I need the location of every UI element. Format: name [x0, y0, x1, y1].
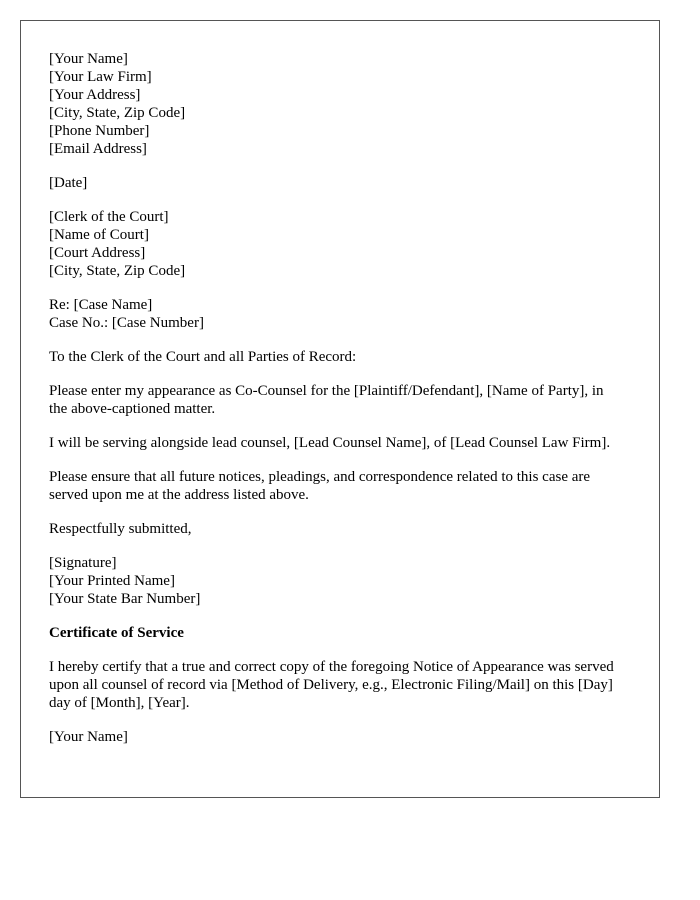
sender-address: [Your Address]	[49, 87, 141, 103]
closing: Respectfully submitted,	[49, 521, 192, 537]
certificate-text: I hereby certify that a true and correct copy of the foregoing Notice of Appearance was served upon all counsel of record via [Method of Delivery, e.g., Electronic Filing/Mail] on this [Day] day of [Month], [Year].	[49, 659, 614, 711]
certificate-name-block	[49, 728, 631, 746]
recipient-block	[49, 208, 631, 280]
sender-city-state-zip: [City, State, Zip Code]	[49, 105, 186, 121]
reference-block	[49, 296, 631, 332]
sender-name: [Your Name]	[49, 51, 128, 67]
date-block	[49, 174, 631, 192]
recipient-court-address: [Court Address]	[49, 245, 146, 261]
sender-firm: [Your Law Firm]	[49, 69, 152, 85]
certificate-heading: Certificate of Service	[49, 625, 184, 641]
recipient-city-state-zip: [City, State, Zip Code]	[49, 263, 186, 279]
sender-block	[49, 50, 631, 158]
recipient-court-name: [Name of Court]	[49, 227, 149, 243]
signature-line: [Signature]	[49, 555, 117, 571]
recipient-clerk: [Clerk of the Court]	[49, 209, 169, 225]
printed-name-line: [Your Printed Name]	[49, 573, 175, 589]
certificate-name: [Your Name]	[49, 729, 128, 745]
letter-page	[20, 20, 660, 798]
body-paragraph-appearance: Please enter my appearance as Co-Counsel for the [Plaintiff/Defendant], [Name of Party], in the above-captioned matter.	[49, 383, 604, 417]
case-number-line: Case No.: [Case Number]	[49, 315, 204, 331]
case-name-line: Re: [Case Name]	[49, 297, 153, 313]
signature-block	[49, 554, 631, 608]
salutation: To the Clerk of the Court and all Parties of Record:	[49, 349, 357, 365]
bar-number-line: [Your State Bar Number]	[49, 591, 201, 607]
body-paragraph-service: Please ensure that all future notices, pleadings, and correspondence related to this case are served upon me at the address listed above.	[49, 469, 591, 503]
sender-phone: [Phone Number]	[49, 123, 150, 139]
letter-date: [Date]	[49, 175, 88, 191]
sender-email: [Email Address]	[49, 141, 147, 157]
body-paragraph-lead-counsel: I will be serving alongside lead counsel, [Lead Counsel Name], of [Lead Counsel Law Firm].	[49, 435, 611, 451]
